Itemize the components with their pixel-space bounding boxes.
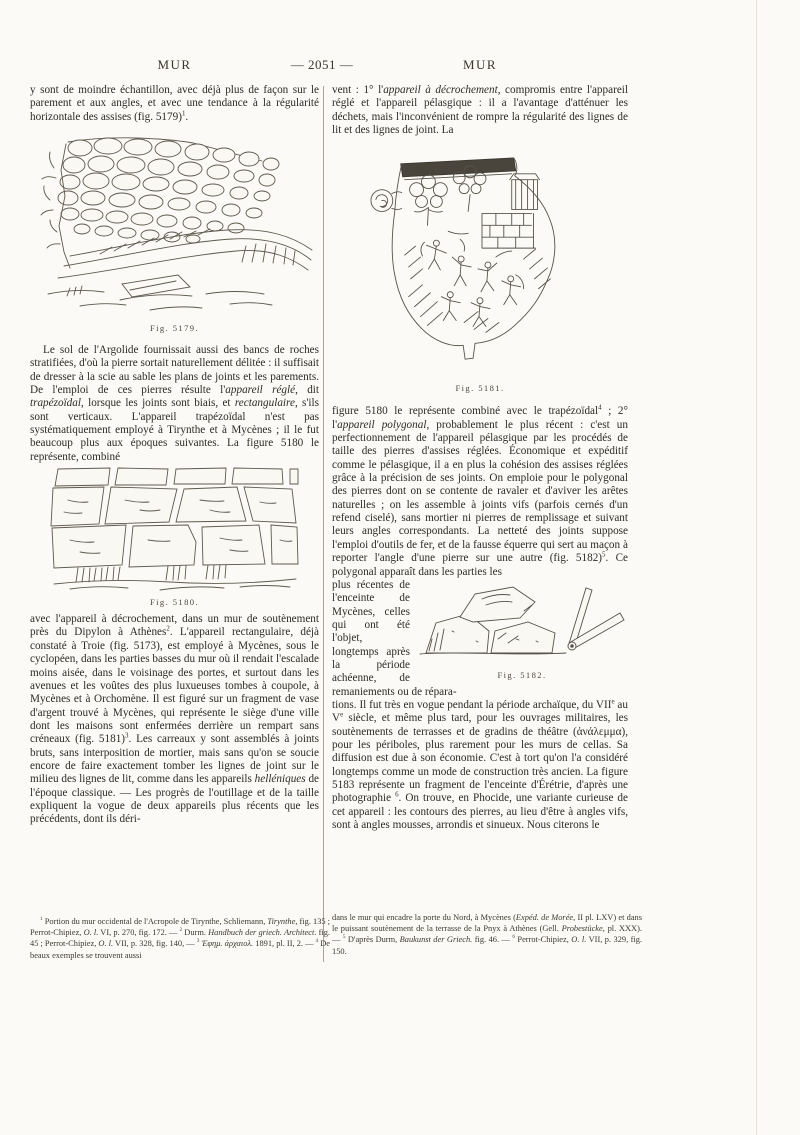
figure-5179 <box>30 134 319 333</box>
cyclopean-wall-engraving <box>30 134 319 318</box>
left-paragraph-1: y sont de moindre échantillon, avec déjà plus de façon sur le parement et aux angles, et avec une tendance à la régularité horizontale des assises (fig. 5179)$^1$. <box>30 84 319 123</box>
figure-5181 <box>332 148 628 393</box>
running-title-left: MUR <box>157 57 192 72</box>
right-paragraph-1: vent : 1° l'appareil à décrochement, compromis entre l'appareil réglé et l'appareil pélasgique : il a l'avantage d'atténuer les déchets, mais l'inconvénient de rompre la régularité des lignes de lit et des lignes de joint. La <box>332 84 628 137</box>
figure-5182 <box>416 581 628 680</box>
right-column <box>332 84 628 832</box>
figure-5180-caption: Fig. 5180. <box>149 597 200 608</box>
silver-vase-fragment-engraving <box>364 148 596 378</box>
right-paragraph-2: figure 5180 le représente combiné avec le trapézoïdal$^4$ ; 2° l'appareil polygonal, probablement le plus récent : c'est un perfectionnement de l'appareil pélasgique par les procédés de taille des pierres d'assises réglées. Économique et expéditif comme le pélasgique, il a en plus la cohésion des assises réglées grâce à la précision de ses joints. On emploie pour le polygonal des pierres dont on se contente de ravaler et d'aviver les arêtes naturelles ; on les assemble à joints vifs (parfois cernés d'un refend ciselé), sans mortier ni pierres de remplissage et suivant leurs angles correspondants. La netteté des joints suppose l'emploi d'outils de fer, et de la fausse équerre qui sert au maçon à reporter l'angle d'une pierre sur une autre (fig. 5182)$^5$. Ce polygonal apparaît dans les parties les <box>332 403 628 578</box>
trapezoidal-wall-engraving <box>50 466 300 592</box>
right-wrap-text: plus récentes de l'enceinte de Mycènes, celles qui ont été l'objet, longtemps après la période achéenne, de remaniements ou de répara- <box>332 578 457 698</box>
page-number: — 2051 — <box>290 57 354 72</box>
figure-5179-caption: Fig. 5179. <box>149 323 200 334</box>
footnotes-left: $^1$ Portion du mur occidental de l'Acropole de Tirynthe, Schliemann, Tirynthe, fig. 135 ; Perrot-Chipiez, O. l. VI, p. 270, fig. 172. — $^2$ Durm. Handbuch der griech. Architect. fig. 45 ; Perrot-Chipiez, O. l. VII, p. 328, fig. 140, — $^3$ Ἐφημ. ἀρχαιολ. 1891, pl. II, 2. — $^4$ De beaux exemples se trouvent aussi <box>30 916 331 960</box>
left-paragraph-3: avec l'appareil à décrochement, dans un mur de soutènement près du Dipylon à Athènes$^2$. L'appareil rectangulaire, déjà constaté à Troie (fig. 5173), est employé à Mycènes, sous le cyclopéen, dans les parties basses du mur où il rendait l'escalade moins aisée, dans le voisinage des portes, et surtout dans les avenues et les voûtes des plus luxueuses tombes à coupole, à Mycènes et à Orchomène. Il est figuré sur un fragment de vase d'argent trouvé à Mycènes, qui représente le siège d'une ville dont les maisons sont enfermées derrière un rempart sans créneaux (fig. 5181)$^3$. Les carreaux y sont assemblés à joints bruts, sans interposition de mortier, mais sans qu'on se soucie encore de faire exactement tomber les lignes de joint sur le milieu des lignes de lit, comme dans les appareils helléniques de l'époque classique. — Les progrès de l'outillage et de la taille expliquent la vogue de deux appareils plus récents que les précédents, dont ils déri- <box>30 613 320 826</box>
page-fold-line <box>756 0 757 1135</box>
column-divider-rule <box>323 86 324 962</box>
footnotes-right: dans le mur qui encadre la porte du Nord, à Mycènes (Expéd. de Morée, II pl. LXV) et dans le puissant soutènement de la terrasse de la Pnyx à Athènes (Gell. Probestücke, pl. XXX). — $^5$ D'après Durm, Baukunst der Griech. fig. 46. — $^6$ Perrot-Chipiez, O. l. VII, p. 329, fig. 150. <box>332 913 643 956</box>
right-paragraph-3: tions. Il fut très en vogue pendant la période archaïque, du VIIe au Ve siècle, et même plus tard, pour les ouvrages militaires, les soutènements de terrasses et de gradins de théâtre (ἀνάλεμμα), pour les périboles, plus rarement pour les murs de cellas. Sa diffusion est due à son économie. C'est à tort qu'on l'a considéré longtemps comme un mode de construction très ancien. La figure 5183 représente un fragment de l'enceinte d'Érétrie, d'après une photographie $^6$. On trouve, en Phocide, une variante curieuse de cet appareil : les contours des pierres, au lieu d'être à angles vifs, sont à angles mousses, arrondis et sinueux. Nous citerons le <box>332 697 628 832</box>
left-column <box>30 84 319 827</box>
figure-5180 <box>30 466 319 607</box>
figure-5181-caption: Fig. 5181. <box>455 383 505 394</box>
polygonal-stones-bevel-engraving <box>416 581 628 665</box>
running-title-right: MUR <box>462 57 498 72</box>
polygonal-wrap-section <box>332 579 628 699</box>
figure-5182-caption: Fig. 5182. <box>497 669 547 680</box>
left-paragraph-2: Le sol de l'Argolide fournissait aussi des bancs de roches stratifiées, d'où la pierre sortait naturellement délitée : il suffisait de dresser à la scie au sable les plans de joints et les parements. De l'emploi de ces pierres résulte l'appareil réglé, dit trapézoïdal, lorsque les joints sont biais, et rectangulaire, s'ils sont verticaux. L'appareil trapézoïdal n'est pas systématiquement employé à Tirynthe et à Mycènes ; il le fut beaucoup plus aux époques suivantes. La figure 5180 le représente, combiné <box>30 344 320 463</box>
